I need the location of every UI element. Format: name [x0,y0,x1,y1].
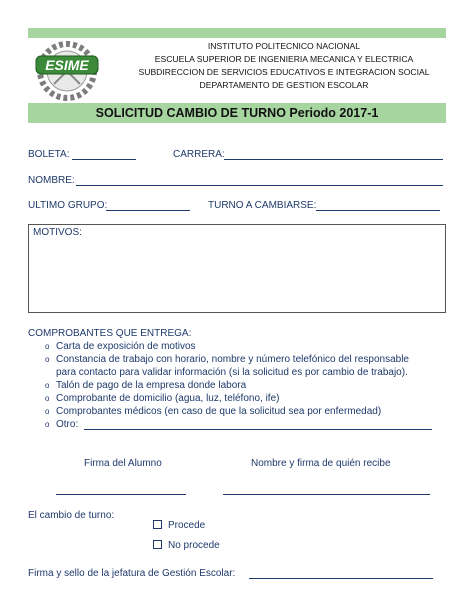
header-line-2: ESCUELA SUPERIOR DE INGENIERIA MECANICA Y ELECTRICA [154,54,414,64]
procede-label: Procede [168,520,206,531]
bullet-icon: o [45,342,50,351]
nombre-label: NOMBRE: [28,175,75,186]
comprobante-item-4: Comprobante de domicilio (agua, luz, teléfono, ife) [56,393,280,404]
comprobante-item-1: Carta de exposición de motivos [56,341,196,352]
boleta-field[interactable] [72,159,136,160]
ultimo-grupo-label: ULTIMO GRUPO: [28,200,108,211]
motivos-box[interactable] [28,224,446,313]
jefatura-signature-line[interactable] [249,578,433,579]
institution-header [110,40,458,92]
bullet-icon: o [45,355,50,364]
comprobantes-heading: COMPROBANTES QUE ENTREGA: [28,328,192,339]
comprobante-item-3: Talón de pago de la empresa donde labora [56,380,247,391]
firma-alumno-label: Firma del Alumno [84,458,162,469]
form-title: SOLICITUD CAMBIO DE TURNO Periodo 2017-1 [95,106,379,120]
logo-text: ESIME [45,57,89,73]
procede-option[interactable] [153,520,205,532]
carrera-field[interactable] [224,159,443,160]
header-line-4: DEPARTAMENTO DE GESTION ESCOLAR [199,80,369,90]
ultimo-grupo-field[interactable] [106,210,190,211]
checkbox-icon[interactable] [153,540,162,549]
bullet-icon: o [45,394,50,403]
comprobante-item-2: Constancia de trabajo con horario, nombre y número telefónico del responsable [56,354,409,365]
turno-label: TURNO A CAMBIARSE: [208,200,317,211]
nombre-field[interactable] [76,185,443,186]
firma-alumno-line[interactable] [56,494,186,495]
motivos-label: MOTIVOS: [33,227,82,238]
no-procede-label: No procede [168,540,220,551]
cambio-turno-label: El cambio de turno: [28,510,115,521]
bullet-icon: o [45,407,50,416]
comprobante-item-2-cont: para contacto para validar información (si la solicitud es por cambio de trabajo). [56,367,408,378]
carrera-label: CARRERA: [173,149,225,160]
firma-recibe-label: Nombre y firma de quién recibe [251,458,391,469]
header-line-1: INSTITUTO POLITECNICO NACIONAL [207,41,361,51]
jefatura-label: Firma y sello de la jefatura de Gestión Escolar: [28,568,236,579]
turno-field[interactable] [316,210,440,211]
firma-recibe-line[interactable] [223,494,430,495]
comprobante-item-5: Comprobantes médicos (en caso de que la solicitud sea por enfermedad) [56,406,382,417]
esime-logo [32,38,102,102]
otro-label: Otro: [56,419,79,430]
boleta-label: BOLETA: [28,149,70,160]
header-top-band [28,28,446,38]
checkbox-icon[interactable] [153,520,162,529]
bullet-icon: o [45,381,50,390]
no-procede-option[interactable] [153,540,220,552]
header-line-3: SUBDIRECCION DE SERVICIOS EDUCATIVOS E INTEGRACION SOCIAL [138,67,430,77]
bullet-icon: o [45,420,50,429]
otro-field[interactable] [84,429,432,430]
